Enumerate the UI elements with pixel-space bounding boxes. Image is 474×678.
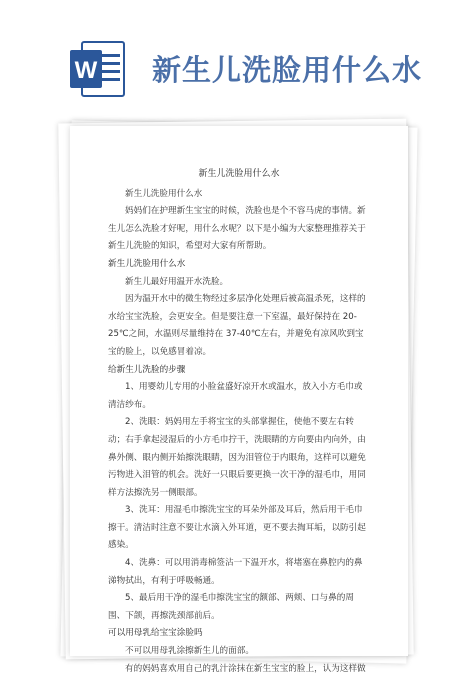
paragraph: 有的妈妈喜欢用自己的乳汁涂抹在新生宝宝的脸上，认为这样做 — [125, 663, 366, 674]
paragraph: 3、洗耳：用湿毛巾擦洗宝宝的耳朵外部及耳后，然后用干毛巾擦干。清洁时注意不要让水滴入外耳道，更不要去掏耳垢，以防引起感染。 — [108, 505, 366, 551]
word-icon-letter: W — [74, 57, 98, 84]
paragraph: 新生儿洗脸用什么水 — [125, 188, 203, 199]
paragraph: 妈妈们在护理新生宝宝的时候，洗脸也是个不容马虎的事情。新生儿怎么洗脸才好呢，用什么水呢？以下是小编为大家整理推荐关于新生儿洗脸的知识，希望对大家有所帮助。 — [108, 206, 366, 252]
document-title: 新生儿洗脸用什么水 — [198, 169, 280, 179]
document-body — [108, 166, 370, 678]
header-banner — [0, 0, 474, 130]
paragraph: 5、最后用干净的湿毛巾擦洗宝宝的额部、两颊、口与鼻的周围、下颌，再擦洗颈部前后。 — [108, 593, 354, 621]
paragraph: 2、洗眼：妈妈用左手将宝宝的头部掌握住，使他不要左右转动；右手拿起浸湿后的小方毛巾拧干，洗眼睛的方向要由内向外，由鼻外侧、眼内侧开始擦洗眼睛，因为泪管位于内眼角，这样可以避免污物进入泪管的机会。洗好一只眼后要更换一次干净的湿毛巾，用同样方法擦洗另一侧眼部。 — [108, 417, 366, 498]
paragraph: 4、洗鼻：可以用消毒棉签沾一下温开水，将堵塞在鼻腔内的鼻涕物拭出，有利于呼吸畅通。 — [108, 558, 363, 586]
paragraph: 因为温开水中的微生物经过多层净化处理后被高温杀死，这样的水给宝宝洗脸，会更安全。但是要注意一下室温，最好保持在 20-25℃之间，水温则尽量维持在 37-40℃左右，并避免有凉风吹到宝宝的脸上，以免感冒着凉。 — [108, 294, 366, 357]
document-paragraphs — [108, 186, 370, 678]
paragraph: 1、用婴幼儿专用的小脸盆盛好凉开水或温水，放入小方毛巾或清洁纱布。 — [108, 382, 363, 410]
paragraph: 新生儿最好用温开水洗脸。 — [125, 276, 229, 287]
section-heading: 新生儿洗脸用什么水 — [108, 258, 186, 269]
section-heading: 可以用母乳给宝宝涂脸吗 — [108, 628, 203, 639]
paragraph: 不可以用母乳涂擦新生儿的面部。 — [125, 646, 254, 657]
section-heading: 给新生儿洗脸的步骤 — [108, 364, 186, 375]
word-icon — [68, 40, 126, 98]
page-title: 新生儿洗脸用什么水 — [152, 53, 423, 87]
